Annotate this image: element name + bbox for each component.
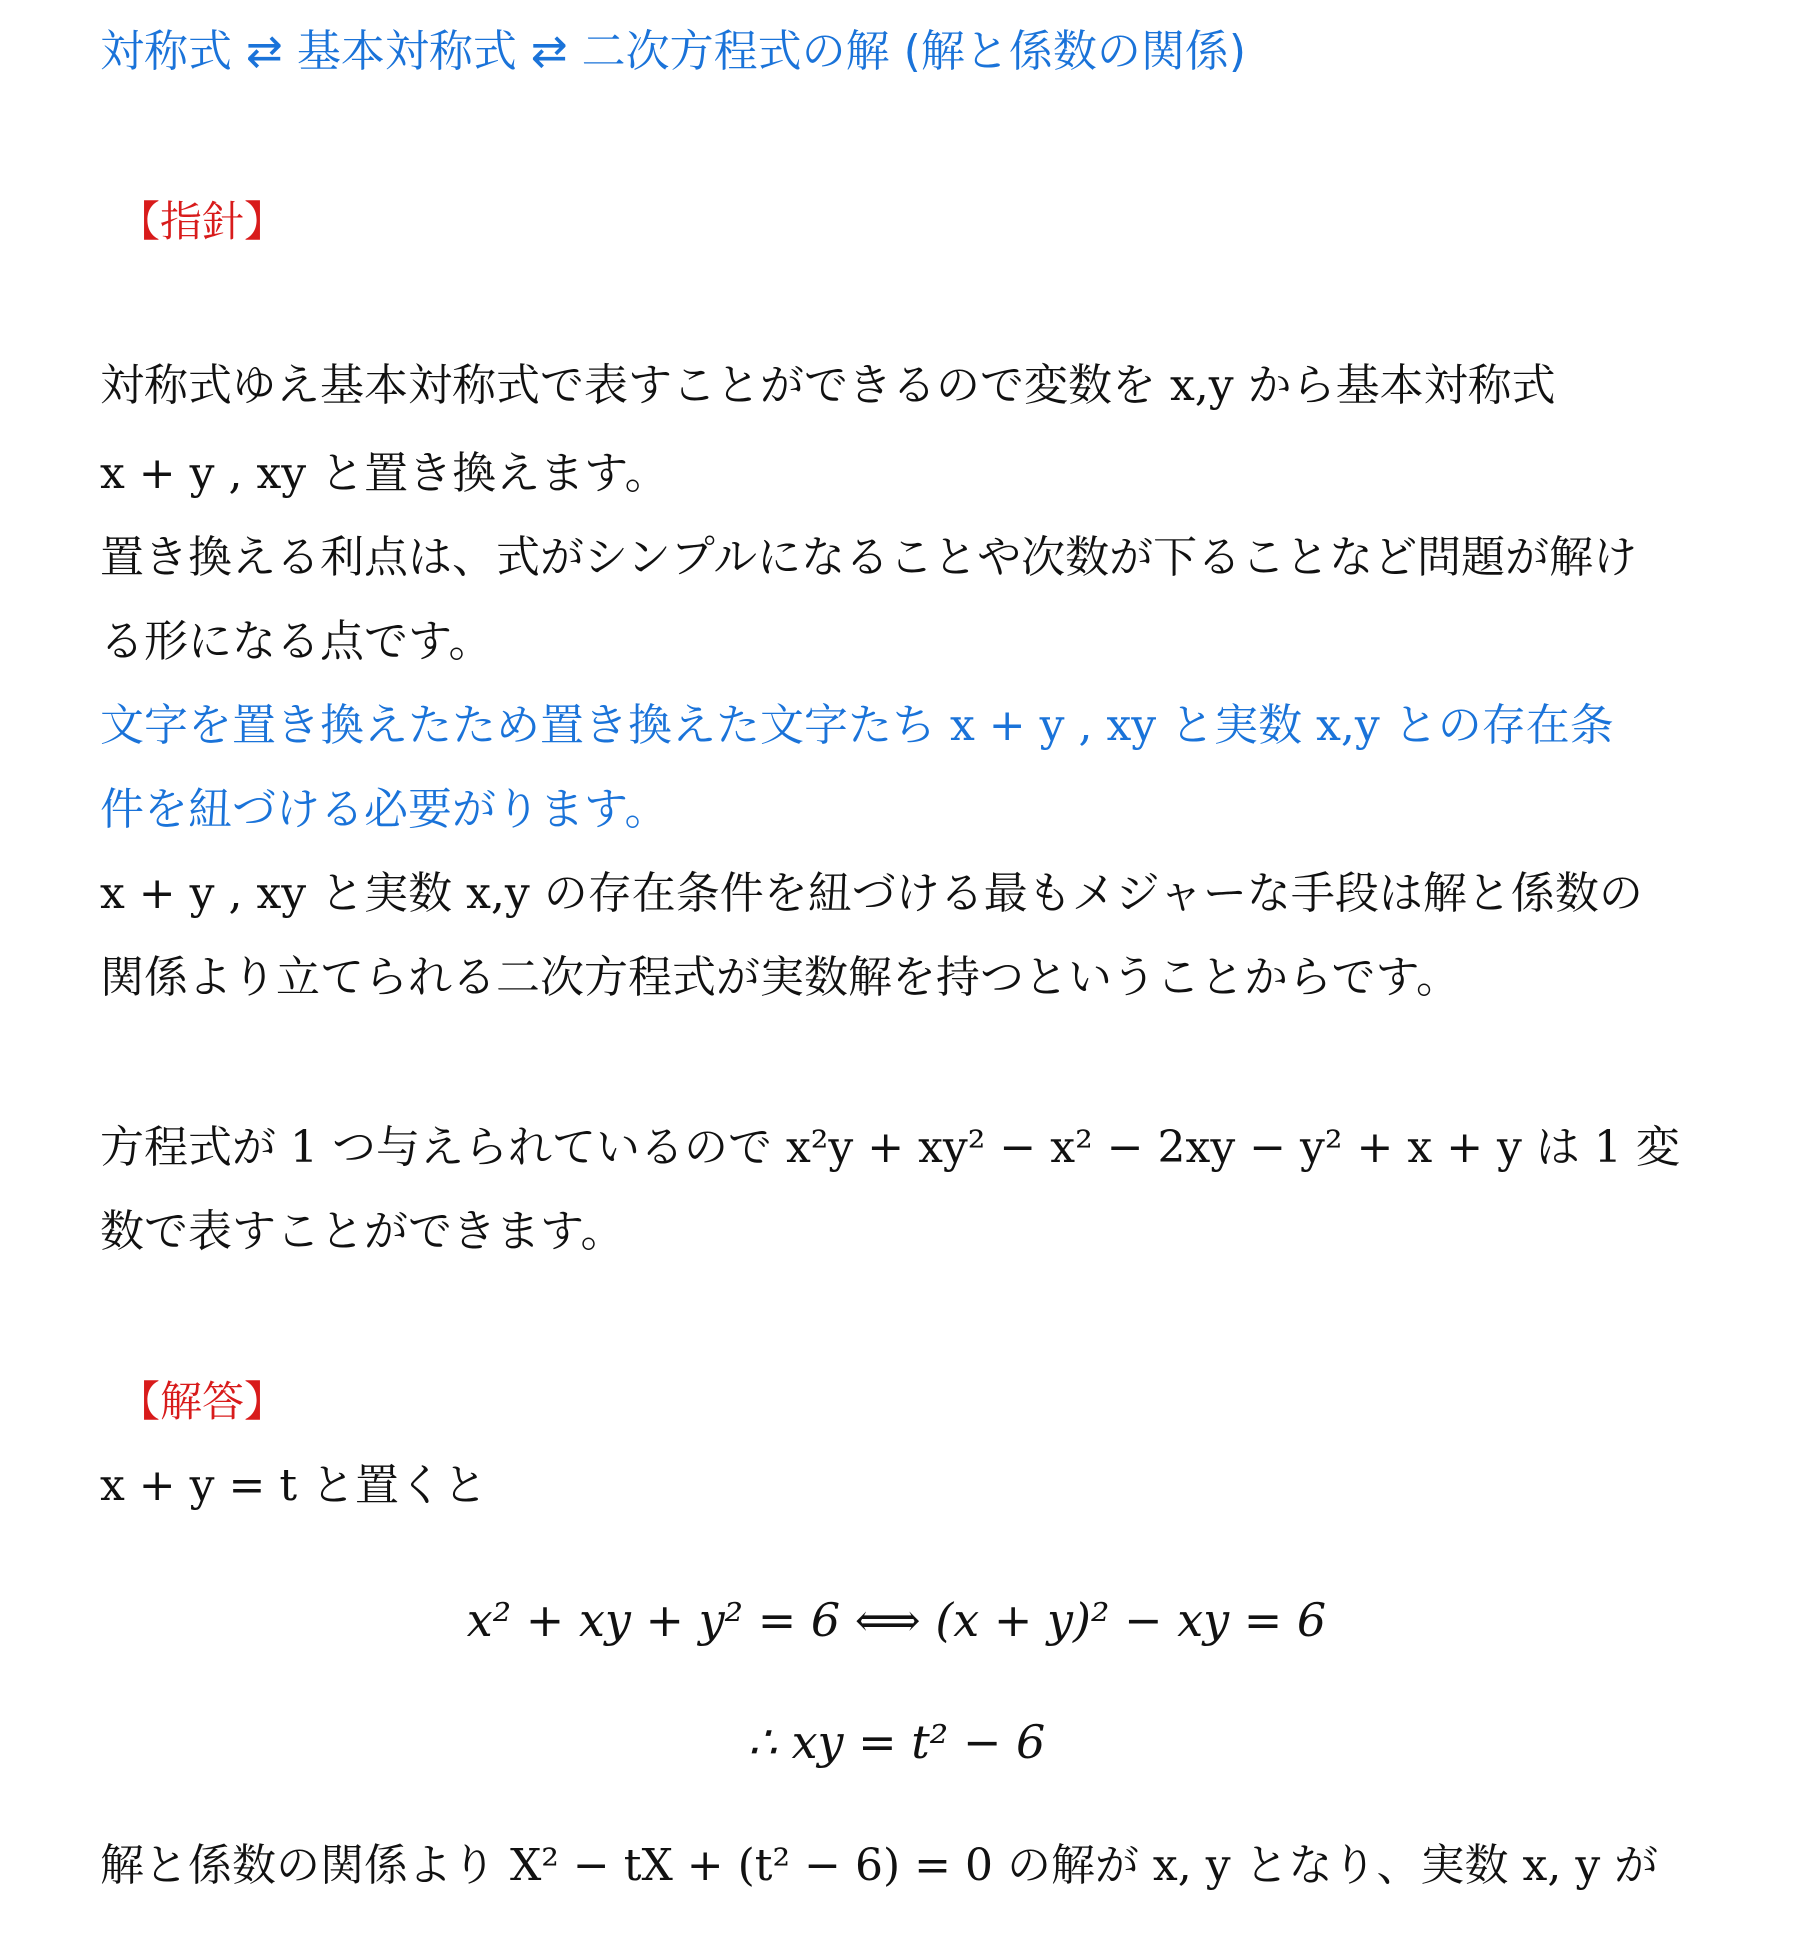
kaitou-line-2: 解と係数の関係より X² − tX + (t² − 6) = 0 の解が x, y となり、実数 x, y が — [100, 1840, 1659, 1891]
title-link[interactable]: 対称式 ⇄ 基本対称式 ⇄ 二次方程式の解 (解と係数の関係) — [100, 26, 1246, 77]
shishin-line-3: 置き換える利点は、式がシンプルになることや次数が下ることなど問題が解け — [100, 532, 1638, 583]
shishin-line-9: 方程式が 1 つ与えられているので x²y + xy² − x² − 2xy − y² + x + y は 1 変 — [100, 1122, 1680, 1173]
shishin-line-4: る形になる点です。 — [100, 616, 493, 667]
shishin-line-1: 対称式ゆえ基本対称式で表すことができるので変数を x,y から基本対称式 — [100, 360, 1556, 411]
shishin-line-5: 文字を置き換えたため置き換えた文字たち x + y , xy と実数 x,y との存在条 — [100, 700, 1614, 751]
shishin-line-10: 数で表すことができます。 — [100, 1206, 625, 1257]
shishin-line-8: 関係より立てられる二次方程式が実数解を持つということからです。 — [100, 952, 1461, 1003]
kaitou-line-1: x + y = t と置くと — [100, 1460, 488, 1511]
shishin-line-2: x + y , xy と置き換えます。 — [100, 448, 669, 499]
heading-shishin: 【指針】 — [118, 197, 287, 246]
shishin-line-6: 件を紐づける必要がります。 — [100, 784, 669, 835]
equation-2: ∴ xy = t² − 6 — [747, 1715, 1046, 1769]
equation-1: x² + xy + y² = 6 ⟺ (x + y)² − xy = 6 — [466, 1593, 1327, 1647]
shishin-line-7: x + y , xy と実数 x,y の存在条件を紐づける最もメジャーな手段は解と係数の — [100, 868, 1643, 919]
heading-kaitou: 【解答】 — [118, 1377, 287, 1426]
